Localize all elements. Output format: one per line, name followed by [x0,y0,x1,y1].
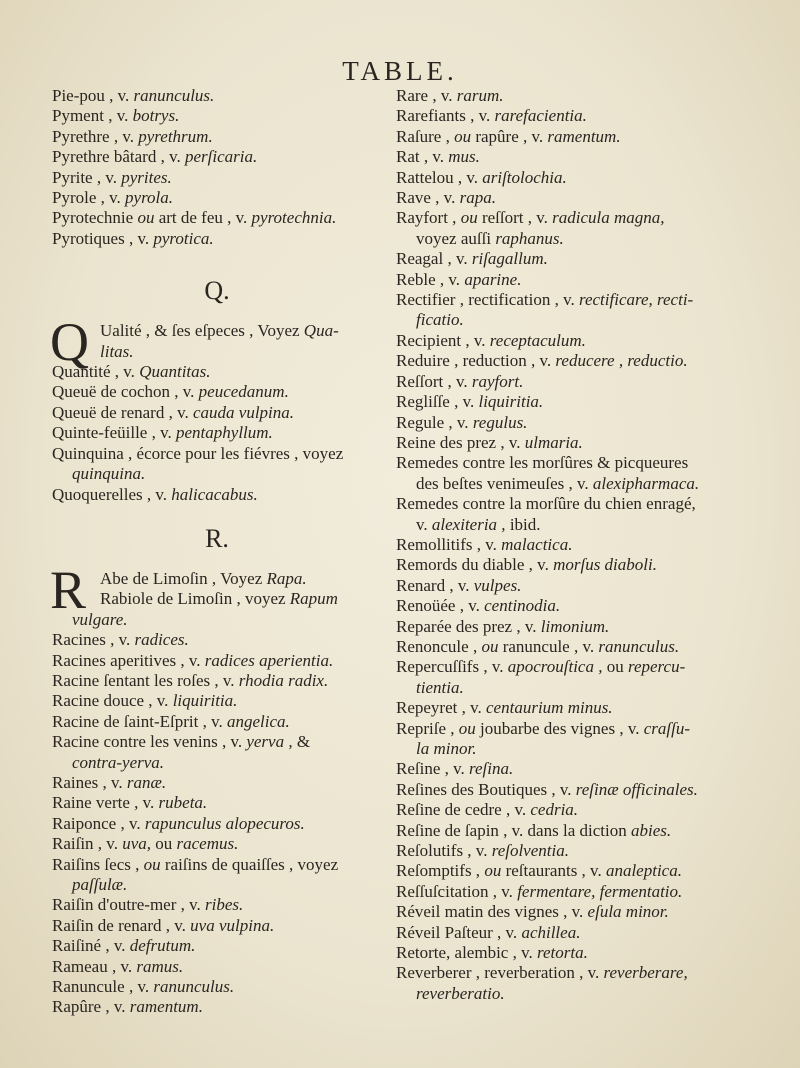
index-entry: Racine de ſaint-Eſprit , v. angelica. [52,711,290,731]
index-entry: Racines , v. radices. [52,630,189,650]
index-entry: Reparée des prez , v. limonium. [396,616,610,636]
page-title: TABLE. [342,56,458,86]
r-entries: Racines , v. radices. Racines aperitives , v. radices aperientia. Racine ſentant les roſes , v. rhodia radix. Racine douce , v. liquiritia. Racine de ſaint-Eſprit , v. angelica. Racine contre les venins , v. yerva , & contra-yerva. Raines , v. ranæ. Raine verte , v. rubeta. Raiponce , v. rapunculus alopecuros. Raiſin , v. uva, ou racemus. Raiſins ſecs , ou raiſins de quaiſſes , voyez paſſulæ. Raiſin d'outre-mer , v. ribes. Raiſin de renard , v. uva vulpina. Raiſiné , v. defrutum. Rameau , v. ramus. Ranuncule , v. ranunculus. Rapûre , v. ramentum. [52,630,382,1018]
index-entry: Queuë de cochon , v. peucedanum. [52,382,289,402]
index-entry: Rare , v. rarum. [396,86,504,105]
index-entry: Reble , v. aparine. [396,269,522,289]
index-entry: Remedes contre la morſûre du chien enragé, [396,494,696,514]
index-entry: Pyrethre bâtard , v. perſicaria. [52,147,258,167]
index-entry: Renard , v. vulpes. [396,575,522,595]
index-entry: Renoüée , v. centinodia. [396,596,561,616]
index-entry: Pyment , v. botrys. [52,106,180,126]
index-entry: Rattelou , v. ariſtolochia. [396,167,567,187]
index-entry: Remedes contre les morſûres & picqueures [396,453,689,473]
index-entry: Reine des prez , v. ulmaria. [396,432,583,452]
index-entry: Regule , v. regulus. [396,412,528,432]
index-entry: Pyrethre , v. pyrethrum. [52,126,213,146]
index-entry: Raiſins ſecs , ou raiſins de quaiſſes , voyez [52,854,339,874]
q-first-entry: Q Ualité , & ſes eſpeces , Voyez Qua- litas. [50,312,339,373]
index-entry: Raiſin d'outre-mer , v. ribes. [52,895,244,915]
index-entry: Pyrole , v. pyrola. [52,188,174,208]
index-entry: Réveil Paſteur , v. achillea. [396,922,581,942]
r-first-entry: R Abe de Limoſin , Voyez Rapa. Rabiole de Limoſin , voyez Rapum vulgare. [50,559,338,629]
index-entry: Rarefiants , v. rarefacientia. [396,106,587,126]
index-entry: Reſomptifs , ou reſtaurants , v. analeptica. [396,861,682,881]
index-entry: Ranuncule , v. ranunculus. [52,977,235,997]
index-entry: Reſine de ſapin , v. dans la diction abies. [396,820,672,840]
index-entry: Racine contre les venins , v. yerva , & [52,732,311,752]
index-entry: Racine douce , v. liquiritia. [52,691,238,711]
dropcap-q: Q [50,312,89,373]
index-entry: Reſines des Boutiques , v. reſinæ officinales. [396,779,698,799]
index-entry: Racines aperitives , v. radices aperientia. [52,650,334,670]
index-entry: Recipient , v. receptaculum. [396,330,586,350]
index-entry: Repeyret , v. centaurium minus. [396,698,613,718]
index-entry: Raiponce , v. rapunculus alopecuros. [52,813,305,833]
index-entry: Reduire , reduction , v. reducere , reductio. [396,351,688,371]
index-entry: Repercuſſifs , v. apocrouſtica , ou repercu- [396,657,686,677]
index-entry: Repriſe , ou joubarbe des vignes , v. craſſu- [396,718,690,738]
dropcap-r: R [50,559,87,620]
index-entry: Remollitifs , v. malactica. [396,534,573,554]
index-entry: Raiſin , v. uva, ou racemus. [52,834,239,854]
right-column: Rare , v. rarum. Rarefiants , v. rarefacientia. Raſure , ou rapûre , v. ramentum. Rat , v. mus. Rattelou , v. ariſtolochia. Rave , v. rapa. Rayfort , ou reſſort , v. radicula magna, voyez auſſi raphanus. Reagal , v. riſagallum. Reble , v. aparine. Rectifier , rectification , v. rectificare, recti- ficatio. Recipient , v. receptaculum. Reduire , reduction , v. reducere , reductio. Reſſort , v. rayfort. Regliſſe , v. liquiritia. Regule , v. regulus. Reine des prez , v. ulmaria. Remedes contre les morſûres & picqueures des beſtes venimeuſes , v. alexipharmaca. Remedes contre la morſûre du chien enragé, v. alexiteria , ibid. Remollitifs , v. malactica. Remords du diable , v. morſus diaboli. Renard , v. vulpes. Renoüée , v. centinodia. Reparée des prez , v. limonium. Renoncule , ou ranuncule , v. ranunculus. Repercuſſifs , v. apocrouſtica , ou repercu- tientia. Repeyret , v. centaurium minus. Repriſe , ou joubarbe des vignes , v. craſſu- la minor. Reſine , v. reſina. Reſines des Boutiques , v. reſinæ officinales. Reſine de cedre , v. cedria. Reſine de ſapin , v. dans la diction abies. Reſolutifs , v. reſolventia. Reſomptifs , ou reſtaurants , v. analeptica. Reſſuſcitation , v. fermentare, fermentatio. Réveil matin des vignes , v. eſula minor. Réveil Paſteur , v. achillea. Retorte, alembic , v. retorta. Reverberer , reverberation , v. reverberare, reverberatio. [396,86,724,1004]
index-entry: Quantité , v. Quantitas. [52,362,211,382]
index-entry: Rameau , v. ramus. [52,956,184,976]
index-entry: Remords du diable , v. morſus diaboli. [396,555,657,575]
index-entry: Raiſin de renard , v. uva vulpina. [52,915,275,935]
index-entry: Pyrotechnie ou art de feu , v. pyrotechnia. [52,208,337,228]
index-entry: Reſine , v. reſina. [396,759,514,779]
index-entry: Quoquerelles , v. halicacabus. [52,484,258,504]
index-entry: Raines , v. ranæ. [52,772,167,792]
index-entry: Pie-pou , v. ranunculus. [52,86,215,105]
index-entry: Queuë de renard , v. cauda vulpina. [52,402,295,422]
index-entry: Raine verte , v. rubeta. [52,793,208,813]
index-entry: Réveil matin des vignes , v. eſula minor. [396,902,669,922]
index-entry: Reagal , v. riſagallum. [396,249,548,269]
left-column [52,86,382,1018]
index-entry: Reſine de cedre , v. cedria. [396,800,579,820]
index-entry: Reſſort , v. rayfort. [396,371,524,391]
index-entry: Racine ſentant les roſes , v. rhodia radix. [52,670,329,690]
index-entry: Rave , v. rapa. [396,188,496,208]
index-entry: Reverberer , reverberation , v. reverberare, [396,963,688,983]
index-entry: Rayfort , ou reſſort , v. radicula magna, [396,208,665,228]
index-entry: Pyrite , v. pyrites. [52,167,172,187]
index-entry: Rapûre , v. ramentum. [52,997,203,1017]
p-entries [52,86,382,249]
section-heading-q: Q. [204,276,230,306]
index-entry: Reſolutifs , v. reſolventia. [396,841,569,861]
index-entry: Regliſſe , v. liquiritia. [396,392,544,412]
index-entry: Pyrotiques , v. pyrotica. [52,228,214,248]
index-entry: Quinquina , écorce pour les fiévres , voyez [52,443,344,463]
index-entry: Raiſiné , v. defrutum. [52,936,196,956]
index-entry: Quinte-feüille , v. pentaphyllum. [52,423,273,443]
index-entry: Raſure , ou rapûre , v. ramentum. [396,126,621,146]
index-entry: Reſſuſcitation , v. fermentare, fermentatio. [396,881,683,901]
index-entry: Rectifier , rectification , v. rectificare, recti- [396,290,694,310]
q-entries: Quantité , v. Quantitas. Queuë de cochon , v. peucedanum. Queuë de renard , v. cauda vulpina. Quinte-feüille , v. pentaphyllum. Quinquina , écorce pour les fiévres , voyez quinquina. Quoquerelles , v. halicacabus. [52,362,382,505]
section-heading-r: R. [205,523,229,553]
index-entry: Rat , v. mus. [396,147,480,167]
index-entry: Renoncule , ou ranuncule , v. ranunculus. [396,636,680,656]
index-entry: Retorte, alembic , v. retorta. [396,943,588,963]
